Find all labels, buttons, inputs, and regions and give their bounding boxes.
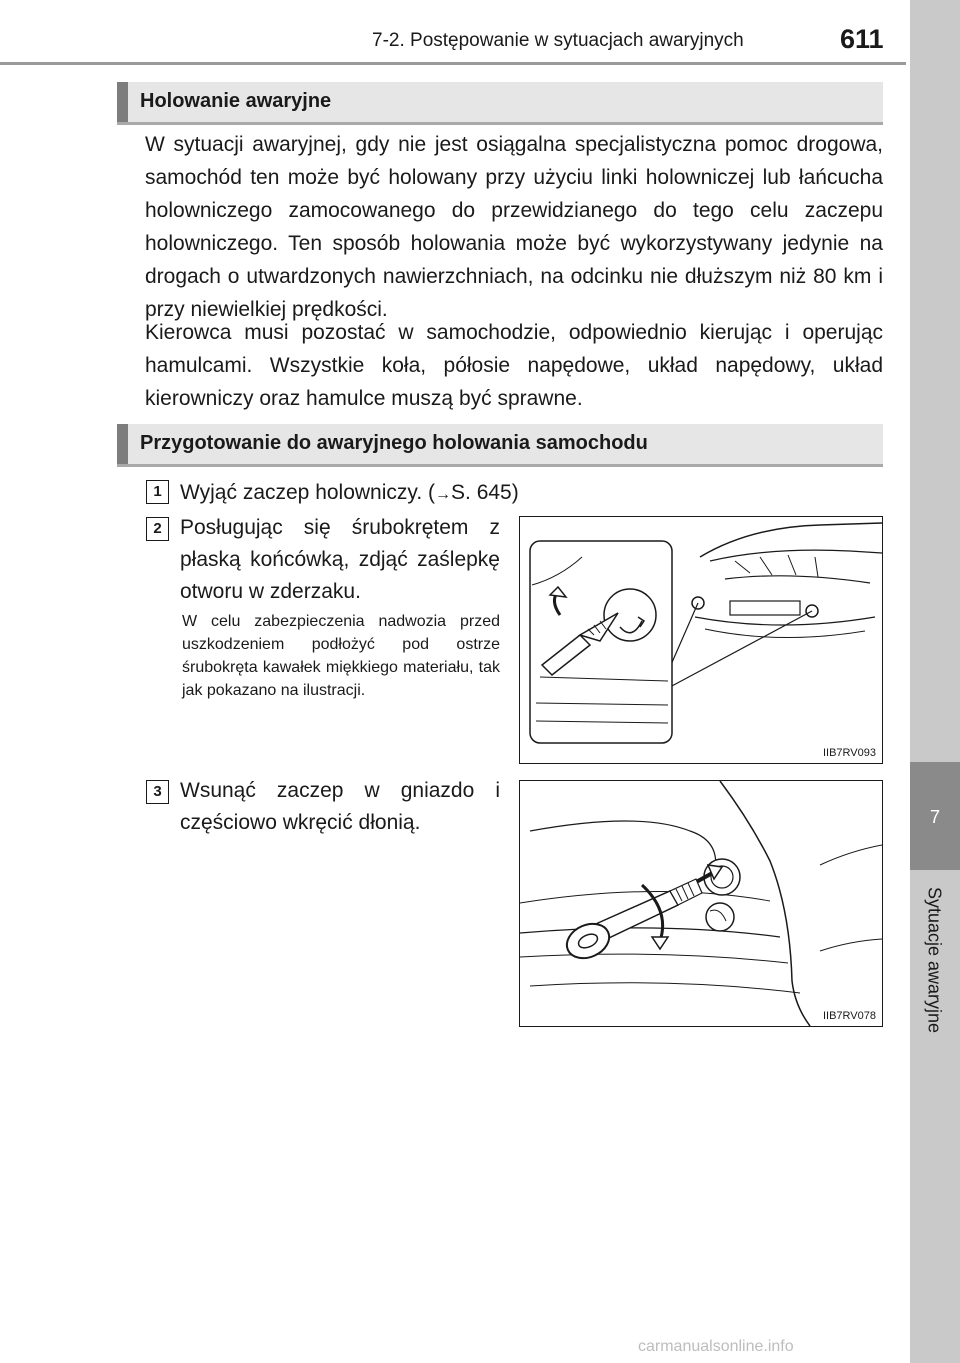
paragraph-towing-conditions: W sytuacji awaryjnej, gdy nie jest osiągalna specjalistyczna pomoc drogowa, samochód ten może być holowany przy użyciu linki holowniczej lub łańcucha holowniczego zamocowanego do przewidzianego do tego celu zaczepu holowniczego. Ten sposób holowania może być wykorzystywany jedynie na drogach o utwardzonych nawierzchniach, na odcinku nie dłuższym niż 80 km i przy niewielkiej prędkości. <box>145 133 883 321</box>
step-3-text: Wsunąć zaczep w gniazdo i częściowo wkręcić dłonią. <box>180 779 500 834</box>
figure-insert-tow-hook <box>519 780 883 1027</box>
step-2-note: W celu zabezpieczenia nadwozia przed uszkodzeniem podłożyć pod ostrze śrubokręta kawałek miękkiego materiału, tak jak pokazano na ilustracji. <box>182 613 500 699</box>
section-heading-text: Holowanie awaryjne <box>140 90 332 112</box>
running-header-title: 7-2. Postępowanie w sytuacjach awaryjnych <box>372 30 744 51</box>
figure-code: IIB7RV093 <box>822 747 876 759</box>
figure-remove-bumper-cover <box>519 516 883 764</box>
section-heading-text: Przygotowanie do awaryjnego holowania samochodu <box>140 432 648 454</box>
section-heading-emergency-towing <box>117 82 883 125</box>
reference-arrow-icon: → <box>435 486 452 503</box>
chapter-label: Sytuacje awaryjne <box>924 886 945 1034</box>
step-number-3: 3 <box>146 780 169 804</box>
illustration-tow-hook-insertion <box>520 781 882 1026</box>
paragraph-driver-requirements: Kierowca musi pozostać w samochodzie, odpowiednio kierując i operując hamulcami. Wszystkie koła, półosie napędowe, układ napędowy, układ kierowniczy oraz hamulce muszą być sprawne. <box>145 321 883 410</box>
chapter-tab-upper <box>910 0 960 762</box>
chapter-number: 7 <box>929 807 940 827</box>
figure-code: IIB7RV078 <box>822 1010 876 1022</box>
step-2-text: Posługując się śrubokrętem z płaską końcówką, zdjąć zaślepkę otworu w zderzaku. <box>180 516 500 603</box>
section-heading-towing-preparation <box>117 424 883 467</box>
step-1-text <box>180 477 519 511</box>
step-number-2: 2 <box>146 517 169 541</box>
page-number: 611 <box>840 24 884 54</box>
step-1-instruction: Wyjąć zaczep holowniczy. ( <box>180 481 436 504</box>
page-reference: S. 645) <box>451 481 519 504</box>
step-number-1: 1 <box>146 480 169 504</box>
watermark-text: carmanualsonline.info <box>638 1338 794 1355</box>
header-rule <box>0 62 906 65</box>
illustration-screwdriver-cover <box>520 517 882 763</box>
chapter-tab-number-block <box>910 762 960 870</box>
